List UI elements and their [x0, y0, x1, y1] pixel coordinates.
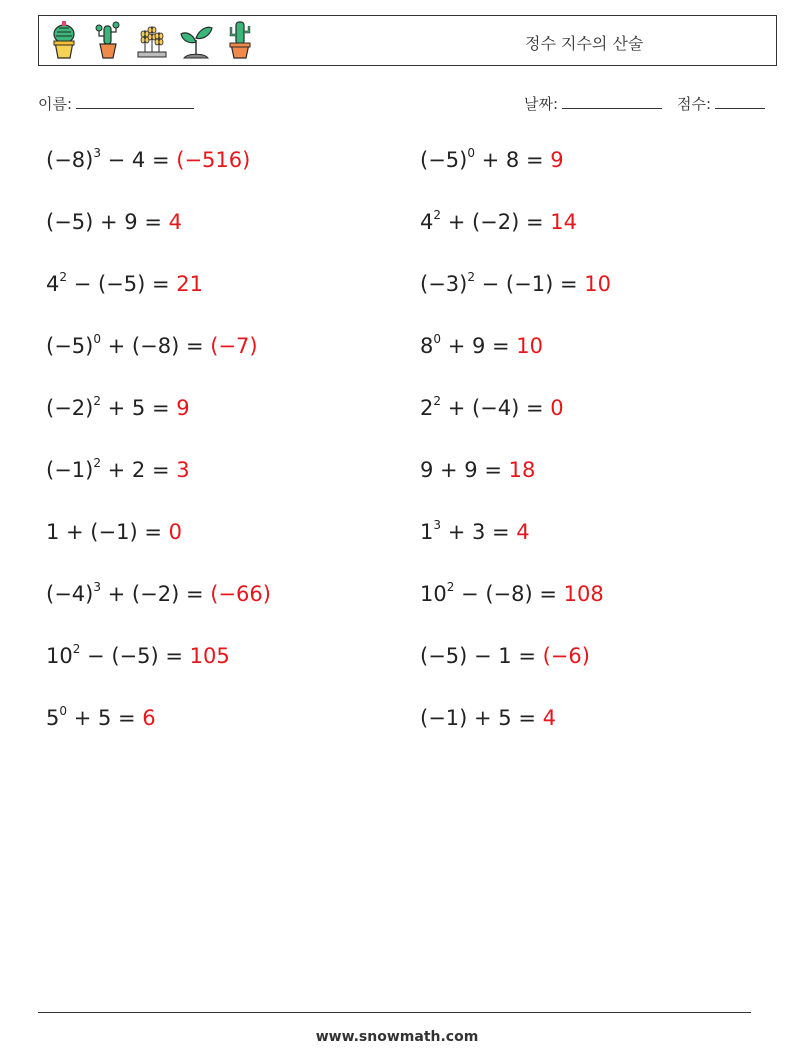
problem-item	[46, 272, 203, 296]
problem-operation: − (−8) =	[454, 582, 564, 606]
problem-answer: 9	[176, 396, 190, 420]
score-field	[677, 93, 765, 114]
problem-item	[46, 582, 271, 606]
problem-operation: + 9 =	[441, 334, 517, 358]
problem-exponent: 2	[433, 208, 442, 222]
problem-exponent: 2	[433, 394, 442, 408]
problem-operation: + 3 =	[441, 520, 517, 544]
sprout-icon	[179, 20, 213, 60]
problem-answer: 4	[516, 520, 530, 544]
problem-item	[46, 644, 230, 668]
problem-exponent: 2	[93, 456, 101, 470]
problem-answer: 108	[563, 582, 604, 606]
problem-operation: + (−8) =	[100, 334, 211, 358]
worksheet-title: 정수 지수의 산술	[525, 34, 644, 53]
problem-answer: 14	[550, 210, 577, 234]
problem-answer: 4	[542, 706, 556, 730]
problem-operation: + (−2) =	[441, 210, 551, 234]
problem-answer: (−516)	[176, 148, 251, 172]
problem-exponent: 0	[433, 332, 442, 346]
problem-answer: 9	[550, 148, 564, 172]
problem-item	[46, 520, 182, 544]
problem-base: 5	[46, 706, 60, 730]
problem-item	[420, 396, 564, 420]
problem-answer: 3	[176, 458, 190, 482]
problem-base: 4	[46, 272, 60, 296]
problem-answer: (−66)	[210, 582, 271, 606]
date-label: 날짜:	[524, 95, 559, 113]
footer-divider	[38, 1012, 751, 1013]
problem-item	[420, 210, 577, 234]
problem-base: (−1)	[46, 458, 94, 482]
problem-base: 4	[420, 210, 434, 234]
problem-exponent: 2	[93, 394, 101, 408]
problem-answer: 0	[550, 396, 564, 420]
problem-exponent: 2	[446, 580, 455, 594]
problem-operation: + (−2) =	[100, 582, 211, 606]
name-field	[38, 93, 194, 114]
problem-item	[420, 272, 611, 296]
problem-item	[420, 582, 604, 606]
problem-answer: 0	[168, 520, 182, 544]
problem-exponent: 2	[59, 270, 68, 284]
problem-item	[420, 706, 556, 730]
problem-item	[420, 334, 543, 358]
problem-answer: 105	[189, 644, 230, 668]
cactus-yellow-pot-icon	[47, 20, 81, 60]
problem-answer: 4	[168, 210, 182, 234]
problem-operation: − (−5) =	[67, 272, 177, 296]
problem-item	[420, 520, 530, 544]
problem-item	[420, 458, 535, 482]
problem-base: (−5)	[46, 334, 94, 358]
problem-exponent: 3	[93, 146, 101, 160]
problem-exponent: 2	[72, 642, 81, 656]
problem-base: 10	[420, 582, 447, 606]
problem-base: (−5) − 1 =	[420, 644, 543, 668]
date-field	[524, 93, 662, 114]
problem-operation: − 4 =	[100, 148, 177, 172]
problem-base: (−8)	[46, 148, 94, 172]
problem-item	[46, 396, 190, 420]
problem-answer: (−6)	[542, 644, 590, 668]
problem-item	[46, 458, 190, 482]
problem-operation: + 8 =	[474, 148, 551, 172]
problem-operation: − (−5) =	[80, 644, 190, 668]
problem-operation: + 5 =	[100, 396, 177, 420]
problem-exponent: 0	[93, 332, 101, 346]
name-label: 이름:	[38, 95, 73, 113]
problem-exponent: 2	[467, 270, 475, 284]
cactus-tall-orange-pot-icon	[223, 20, 257, 60]
problem-operation: + (−4) =	[441, 396, 551, 420]
problem-operation: + 5 =	[67, 706, 143, 730]
problem-answer: 6	[142, 706, 156, 730]
problem-base: (−4)	[46, 582, 94, 606]
problem-item	[420, 148, 564, 172]
problem-answer: (−7)	[210, 334, 258, 358]
footer-site: www.snowmath.com	[315, 1029, 479, 1045]
problem-exponent: 3	[93, 580, 101, 594]
cactus-orange-pot-icon	[91, 20, 125, 60]
problem-answer: 18	[508, 458, 536, 482]
problem-base: (−2)	[46, 396, 94, 420]
problem-item	[46, 334, 258, 358]
problem-base: 1 + (−1) =	[46, 520, 169, 544]
problem-item	[46, 706, 156, 730]
date-line[interactable]	[562, 94, 662, 109]
problem-base: 2	[420, 396, 434, 420]
score-label: 점수:	[677, 95, 712, 113]
problem-operation: + 2 =	[100, 458, 177, 482]
problem-item	[420, 644, 590, 668]
problem-base: (−5)	[420, 148, 468, 172]
problem-base: 1	[420, 520, 434, 544]
header-icons	[47, 20, 257, 60]
problem-operation: − (−1) =	[474, 272, 585, 296]
problem-answer: 21	[176, 272, 203, 296]
problem-base: 8	[420, 334, 434, 358]
problem-base: 9 + 9 =	[420, 458, 509, 482]
problem-base: (−3)	[420, 272, 468, 296]
problem-exponent: 3	[433, 518, 442, 532]
header-box	[38, 15, 777, 66]
problem-answer: 10	[584, 272, 611, 296]
score-line[interactable]	[715, 94, 765, 109]
problem-item	[46, 148, 250, 172]
problem-base: (−5) + 9 =	[46, 210, 169, 234]
problem-base: 10	[46, 644, 73, 668]
problem-item	[46, 210, 182, 234]
name-line[interactable]	[76, 94, 194, 109]
problem-exponent: 0	[467, 146, 475, 160]
problem-exponent: 0	[59, 704, 68, 718]
problem-base: (−1) + 5 =	[420, 706, 543, 730]
wheat-icon	[135, 20, 169, 60]
problem-answer: 10	[516, 334, 544, 358]
